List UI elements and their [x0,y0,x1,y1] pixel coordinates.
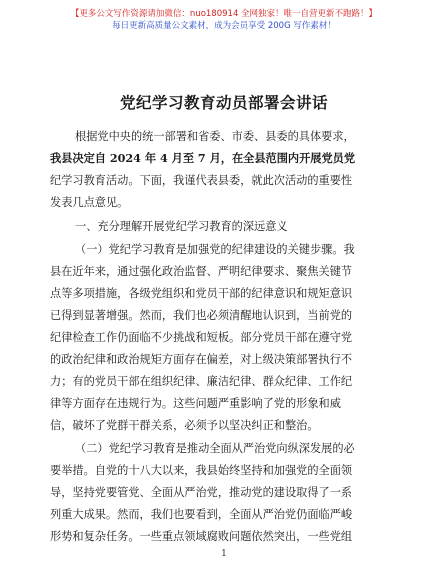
paragraph-line: 纪律检查工作仍面临不少挑战和短板。部分党员干部在遵守党 [50,331,353,345]
page-number: 1 [221,549,227,559]
paragraph-line: 信，破坏了党群干群关系，必须予以坚决纠正和整治。 [50,418,319,432]
promo-banner [0,8,448,32]
paragraph-line: 县在近年来，通过强化政治监督、严明纪律要求、聚焦关键节 [50,265,353,279]
promo-banner-line-blue: 每日更新高质量公文素材，成为会员享受 200G 写作素材！ [112,21,336,31]
intro-paragraph [50,126,400,214]
paragraph-line: 要举措。自党的十八大以来，我县始终坚持和加强党的全面领 [50,464,353,478]
paragraph-line: 力；有的党员干部在组织纪律、廉洁纪律、群众纪律、工作纪 [50,374,353,388]
paragraph-line: （一）党纪学习教育是加强党的纪律建设的关键步骤。我 [75,243,355,257]
paragraph-line: 的政治纪律和政治规矩方面存在偏差，对上级决策部署执行不 [50,352,353,366]
paragraph-line: 律等方面存在违规行为。这些问题严重影响了党的形象和威 [50,396,341,410]
document-body [50,126,400,548]
paragraph-line: 点等多项措施，各级党组织和党员干部的纪律意识和规矩意识 [50,287,353,301]
paragraph-line: 已得到显著增强。然而，我们也必须清醒地认识到，当前党的 [50,309,353,323]
paragraph-line: 纪学习教育活动。下面，我谨代表县委，就此次活动的重要性 [50,173,353,187]
paragraph-line: 导，坚持党要管党、全面从严治党，推动党的建设取得了一系 [50,486,353,500]
paragraph-two [50,438,400,547]
promo-banner-line-red: 【更多公文写作资源请加微信：nuo180914 全网独家！唯一自营更新不跑路！】 [70,9,378,19]
paragraph-line: 根据党中央的统一部署和省委、市委、县委的具体要求， [75,130,355,143]
paragraph-line: 列重大成果。然而，我们也要看到，全面从严治党仍面临严峻 [50,508,353,522]
paragraph-line: （二）党纪学习教育是推动全面从严治党向纵深发展的必 [75,442,355,456]
section-heading: 一、充分理解开展党纪学习教育的深远意义 [75,219,288,233]
paragraph-one [50,239,400,436]
paragraph-line: 形势和复杂任务。一些重点领域腐败问题依然突出，一些党组 [50,530,353,544]
paragraph-line: 我县决定自 2024 年 4 月至 7 月，在全县范围内开展党员党 [50,150,356,165]
document-title: 党纪学习教育动员部署会讲话 [119,93,328,112]
paragraph-line: 发表几点意见。 [50,195,129,209]
